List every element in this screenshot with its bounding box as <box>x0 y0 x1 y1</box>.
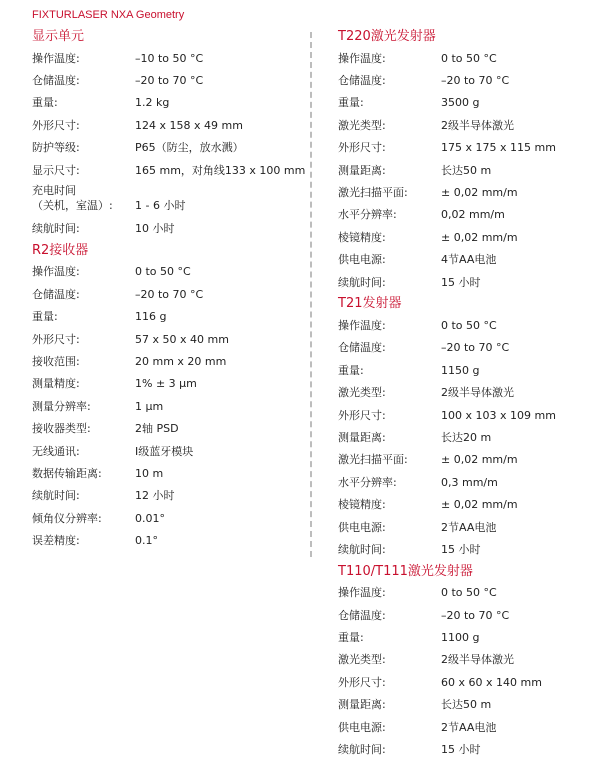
spec-row <box>32 462 294 484</box>
spec-value: –20 to 70 °C <box>441 608 510 622</box>
spec-row <box>32 529 294 551</box>
spec-label: 外形尺寸: <box>338 141 386 155</box>
spec-value: 15 小时 <box>441 542 481 556</box>
spec-label: 接收范围: <box>32 354 80 368</box>
section-title: R2接收器 <box>32 242 89 258</box>
spec-label: 水平分辨率: <box>338 208 397 222</box>
spec-value: 15 小时 <box>441 275 481 289</box>
spec-value: 0 to 50 °C <box>441 51 497 65</box>
spec-label: 重量: <box>32 310 58 324</box>
spec-value: 15 小时 <box>441 743 481 757</box>
spec-value: 0.01° <box>135 511 165 525</box>
spec-row <box>338 538 600 560</box>
spec-label: 测量距离: <box>338 163 386 177</box>
spec-value: 1150 g <box>441 363 480 377</box>
spec-value: –20 to 70 °C <box>441 74 510 88</box>
spec-label: 防护等级: <box>32 141 80 155</box>
spec-row <box>338 404 600 426</box>
spec-value: 0,02 mm/m <box>441 208 505 222</box>
spec-value: 165 mm，对角线133 x 100 mm <box>135 163 306 177</box>
spec-value: 3500 g <box>441 96 480 110</box>
spec-value: 10 m <box>135 466 164 480</box>
spec-label: 激光扫描平面: <box>338 453 408 467</box>
spec-row <box>338 426 600 448</box>
spec-value: 长达20 m <box>441 430 492 444</box>
spec-value: –10 to 50 °C <box>135 51 204 65</box>
spec-value: 1.2 kg <box>135 96 170 110</box>
spec-label: 激光扫描平面: <box>338 186 408 200</box>
section-title: T220激光发射器 <box>338 29 436 44</box>
section-title: 显示单元 <box>32 29 85 44</box>
spec-value: ± 0,02 mm/m <box>441 230 518 244</box>
spec-row <box>32 47 294 69</box>
right-column <box>338 26 600 761</box>
spec-row <box>32 261 294 283</box>
spec-value: 124 x 158 x 49 mm <box>135 118 243 132</box>
spec-label: 仓储温度: <box>338 608 386 622</box>
spec-row <box>338 694 600 716</box>
spec-value: 10 小时 <box>135 222 175 236</box>
spec-label: 操作温度: <box>32 265 80 279</box>
spec-label: 误差精度: <box>32 534 80 548</box>
spec-row <box>32 69 294 91</box>
spec-row <box>32 507 294 529</box>
spec-value: P65（防尘，放水溅） <box>135 141 244 155</box>
spec-row <box>32 328 294 350</box>
spec-value: 1100 g <box>441 631 480 645</box>
spec-label: 供电电源: <box>338 520 386 534</box>
spec-value: 0 to 50 °C <box>135 265 191 279</box>
spec-value: 2节AA电池 <box>441 720 497 734</box>
spec-label: 激光类型: <box>338 118 386 132</box>
spec-value: 1 µm <box>135 399 164 413</box>
spec-label: 续航时间: <box>338 743 386 757</box>
spec-row <box>338 716 600 738</box>
spec-value: 长达50 m <box>441 698 492 712</box>
spec-label: 测量精度: <box>32 377 80 391</box>
spec-row <box>338 314 600 336</box>
spec-label: 外形尺寸: <box>32 118 80 132</box>
spec-row <box>338 159 600 181</box>
spec-value: –20 to 70 °C <box>441 341 510 355</box>
spec-row <box>338 337 600 359</box>
spec-row <box>338 249 600 271</box>
spec-label: 续航时间: <box>32 222 80 236</box>
spec-value: 1% ± 3 µm <box>135 377 197 391</box>
spec-value: 2级半导体激光 <box>441 653 514 667</box>
spec-row <box>338 226 600 248</box>
spec-label: 重量: <box>338 631 364 645</box>
spec-row <box>32 350 294 372</box>
spec-row <box>32 283 294 305</box>
spec-row <box>32 306 294 328</box>
spec-row <box>338 471 600 493</box>
spec-label: 操作温度: <box>338 586 386 600</box>
spec-label: 续航时间: <box>338 275 386 289</box>
spec-value: 2轴 PSD <box>135 422 179 436</box>
spec-value: 长达50 m <box>441 163 492 177</box>
spec-row <box>32 217 294 239</box>
spec-label: 棱镜精度: <box>338 230 386 244</box>
spec-value: 57 x 50 x 40 mm <box>135 332 229 346</box>
spec-label: 仓储温度: <box>32 287 80 301</box>
section-title: T21发射器 <box>338 296 402 312</box>
spec-value: 1 - 6 小时 <box>135 199 186 213</box>
spec-row <box>338 181 600 203</box>
spec-label: 续航时间: <box>338 542 386 556</box>
left-column <box>32 26 306 552</box>
spec-row <box>32 373 294 395</box>
spec-label: 水平分辨率: <box>338 475 397 489</box>
spec-value: –20 to 70 °C <box>135 287 204 301</box>
spec-value: ± 0,02 mm/m <box>441 498 518 512</box>
spec-value: 100 x 103 x 109 mm <box>441 408 556 422</box>
spec-row <box>338 582 600 604</box>
spec-value: 60 x 60 x 140 mm <box>441 675 542 689</box>
spec-value: 116 g <box>135 310 167 324</box>
spec-row <box>338 137 600 159</box>
spec-label: 仓储温度: <box>338 341 386 355</box>
spec-value: 0.1° <box>135 534 158 548</box>
spec-row <box>338 449 600 471</box>
spec-label: 供电电源: <box>338 253 386 267</box>
spec-row <box>338 47 600 69</box>
spec-row <box>32 395 294 417</box>
spec-row <box>338 516 600 538</box>
spec-row <box>338 204 600 226</box>
spec-label: 外形尺寸: <box>338 675 386 689</box>
spec-label: 测量距离: <box>338 430 386 444</box>
spec-row <box>338 671 600 693</box>
spec-label: 操作温度: <box>338 318 386 332</box>
spec-value: 2级半导体激光 <box>441 386 514 400</box>
spec-label: 续航时间: <box>32 489 80 503</box>
spec-row <box>338 626 600 648</box>
spec-row <box>32 159 306 181</box>
spec-label: 棱镜精度: <box>338 498 386 512</box>
spec-row <box>338 359 600 381</box>
spec-value: 2级半导体激光 <box>441 118 514 132</box>
spec-value: 4节AA电池 <box>441 253 497 267</box>
spec-row <box>32 181 294 217</box>
spec-row <box>338 604 600 626</box>
spec-label: 仓储温度: <box>32 74 80 88</box>
spec-row <box>338 92 600 114</box>
spec-row <box>32 92 294 114</box>
section-title: T110/T111激光发射器 <box>338 563 473 579</box>
spec-label: 测量距离: <box>338 698 386 712</box>
spec-label: 充电时间 （关机，室温）: <box>32 184 113 213</box>
spec-label: 操作温度: <box>32 51 80 65</box>
spec-value: 0 to 50 °C <box>441 318 497 332</box>
spec-label: 外形尺寸: <box>32 332 80 346</box>
spec-value: 0,3 mm/m <box>441 475 498 489</box>
spec-row <box>338 493 600 515</box>
spec-label: 接收器类型: <box>32 422 91 436</box>
spec-row <box>338 738 600 760</box>
spec-row <box>32 440 294 462</box>
spec-label: 显示尺寸: <box>32 163 80 177</box>
spec-value: ± 0,02 mm/m <box>441 453 518 467</box>
spec-label: 重量: <box>32 96 58 110</box>
spec-row <box>338 114 600 136</box>
spec-row <box>338 381 600 403</box>
spec-value: 175 x 175 x 115 mm <box>441 141 556 155</box>
spec-value: I级蓝牙模块 <box>135 444 194 458</box>
spec-row <box>32 485 294 507</box>
spec-label: 数据传输距离: <box>32 466 102 480</box>
spec-label: 激光类型: <box>338 386 386 400</box>
spec-label: 供电电源: <box>338 720 386 734</box>
document-title: FIXTURLASER NXA Geometry <box>32 9 185 21</box>
spec-label: 无线通讯: <box>32 444 80 458</box>
spec-row <box>32 417 294 439</box>
spec-label: 测量分辨率: <box>32 399 91 413</box>
column-divider <box>310 32 312 557</box>
spec-row <box>338 69 600 91</box>
spec-label: 操作温度: <box>338 51 386 65</box>
spec-row <box>32 137 294 159</box>
spec-label: 外形尺寸: <box>338 408 386 422</box>
spec-row <box>338 649 600 671</box>
spec-label: 倾角仪分辨率: <box>32 511 102 525</box>
spec-label: 激光类型: <box>338 653 386 667</box>
spec-value: 20 mm x 20 mm <box>135 354 227 368</box>
spec-row <box>338 271 600 293</box>
spec-value: –20 to 70 °C <box>135 74 204 88</box>
spec-row <box>32 114 294 136</box>
spec-value: 2节AA电池 <box>441 520 497 534</box>
spec-label: 重量: <box>338 363 364 377</box>
spec-value: ± 0,02 mm/m <box>441 186 518 200</box>
spec-value: 12 小时 <box>135 489 175 503</box>
spec-label: 重量: <box>338 96 364 110</box>
spec-label: 仓储温度: <box>338 74 386 88</box>
spec-value: 0 to 50 °C <box>441 586 497 600</box>
